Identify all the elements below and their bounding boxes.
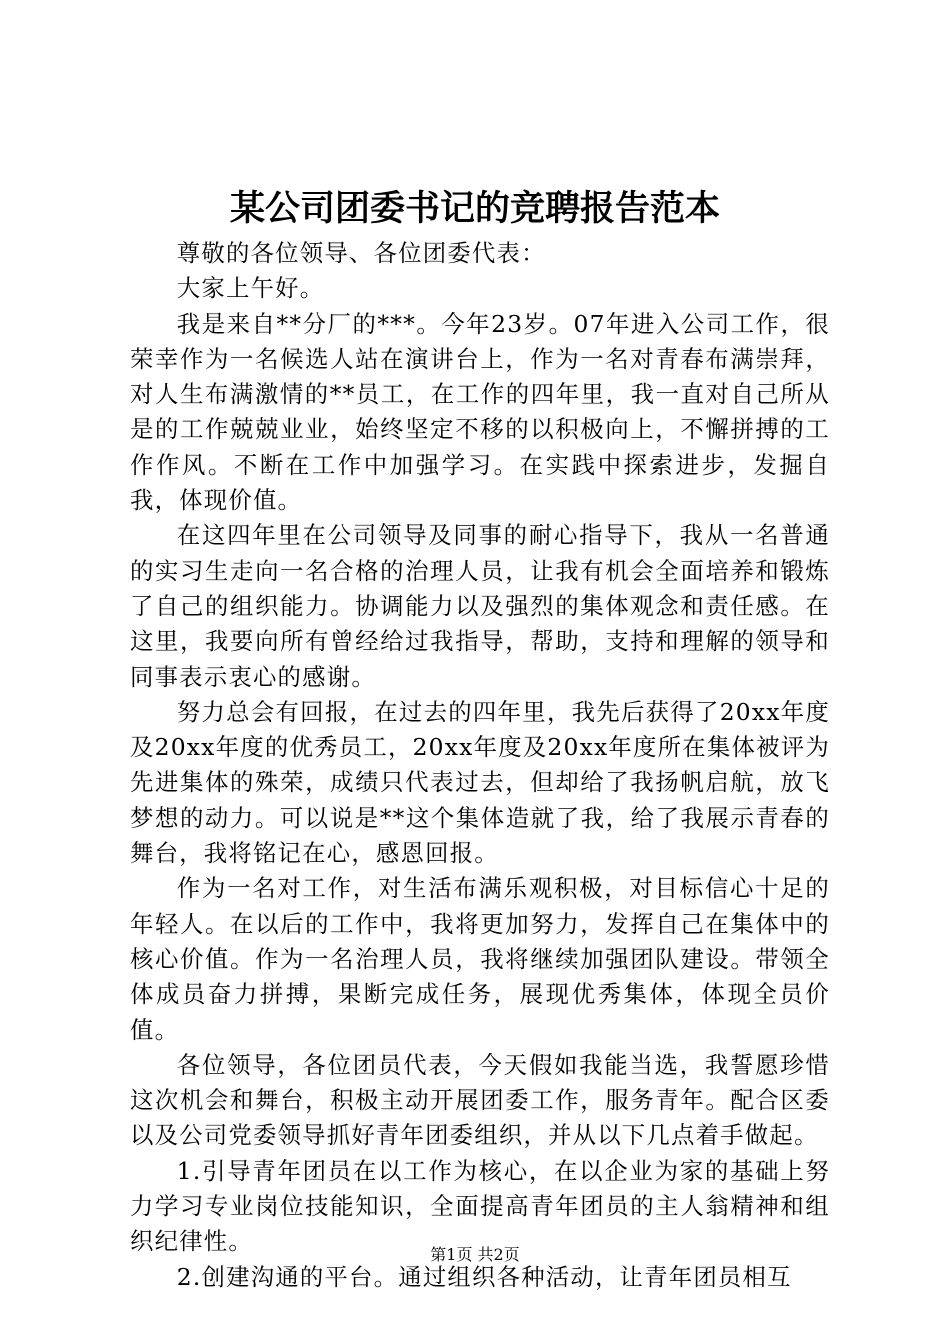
salutation-paragraph: 尊敬的各位领导、各位团委代表： (176, 239, 546, 267)
numbered-item-paragraph: 2.创建沟通的平台。通过组织各种活动，让青年团员相互 (176, 1262, 792, 1291)
body-paragraph: 各位领导，各位团员代表，今天假如我能当选，我誓愿珍惜这次机会和舞台，积极主动开展团委工作，服务青年。配合区委以及公司党委领导抓好青年团委组织，并从以下几点着手做起。 (130, 1050, 830, 1150)
greeting-paragraph: 大家上午好。 (176, 274, 325, 303)
page-footer: 第1页 共2页 (430, 1245, 520, 1264)
document-body (130, 236, 830, 1295)
document-title: 某公司团委书记的竞聘报告范本 (229, 188, 720, 229)
body-paragraph: 在这四年里在公司领导及同事的耐心指导下，我从一名普通的实习生走向一名合格的治理人员，让我有机会全面培养和锻炼了自己的组织能力。协调能力以及强烈的集体观念和责任感。在这里，我要向所有曾经给过我指导，帮助，支持和理解的领导和同事表示衷心的感谢。 (130, 521, 830, 691)
body-paragraph: 努力总会有回报，在过去的四年里，我先后获得了20xx年度及20xx年度的优秀员工，20xx年度及20xx年度所在集体被评为先进集体的殊荣，成绩只代表过去，但却给了我扬帆启航，放飞梦想的动力。可以说是**这个集体造就了我，给了我展示青春的舞台，我将铭记在心，感恩回报。 (130, 697, 830, 868)
numbered-item-paragraph: 1.引导青年团员在以工作为核心，在以企业为家的基础上努力学习专业岗位技能知识，全面提高青年团员的主人翁精神和组织纪律性。 (130, 1156, 830, 1256)
body-paragraph: 我是来自**分厂的***。今年23岁。07年进入公司工作，很荣幸作为一名候选人站在演讲台上，作为一名对青春布满崇拜，对人生布满激情的**员工，在工作的四年里，我一直对自己所从是的工作兢兢业业，始终坚定不移的以积极向上，不懈拼搏的工作作风。不断在工作中加强学习。在实践中探索进步，发掘自我，体现价值。 (130, 309, 830, 515)
body-paragraph: 作为一名对工作，对生活布满乐观积极，对目标信心十足的年轻人。在以后的工作中，我将更加努力，发挥自己在集体中的核心价值。作为一名治理人员，我将继续加强团队建设。带领全体成员奋力拼搏，果断完成任务，展现优秀集体，体现全员价值。 (130, 874, 830, 1044)
